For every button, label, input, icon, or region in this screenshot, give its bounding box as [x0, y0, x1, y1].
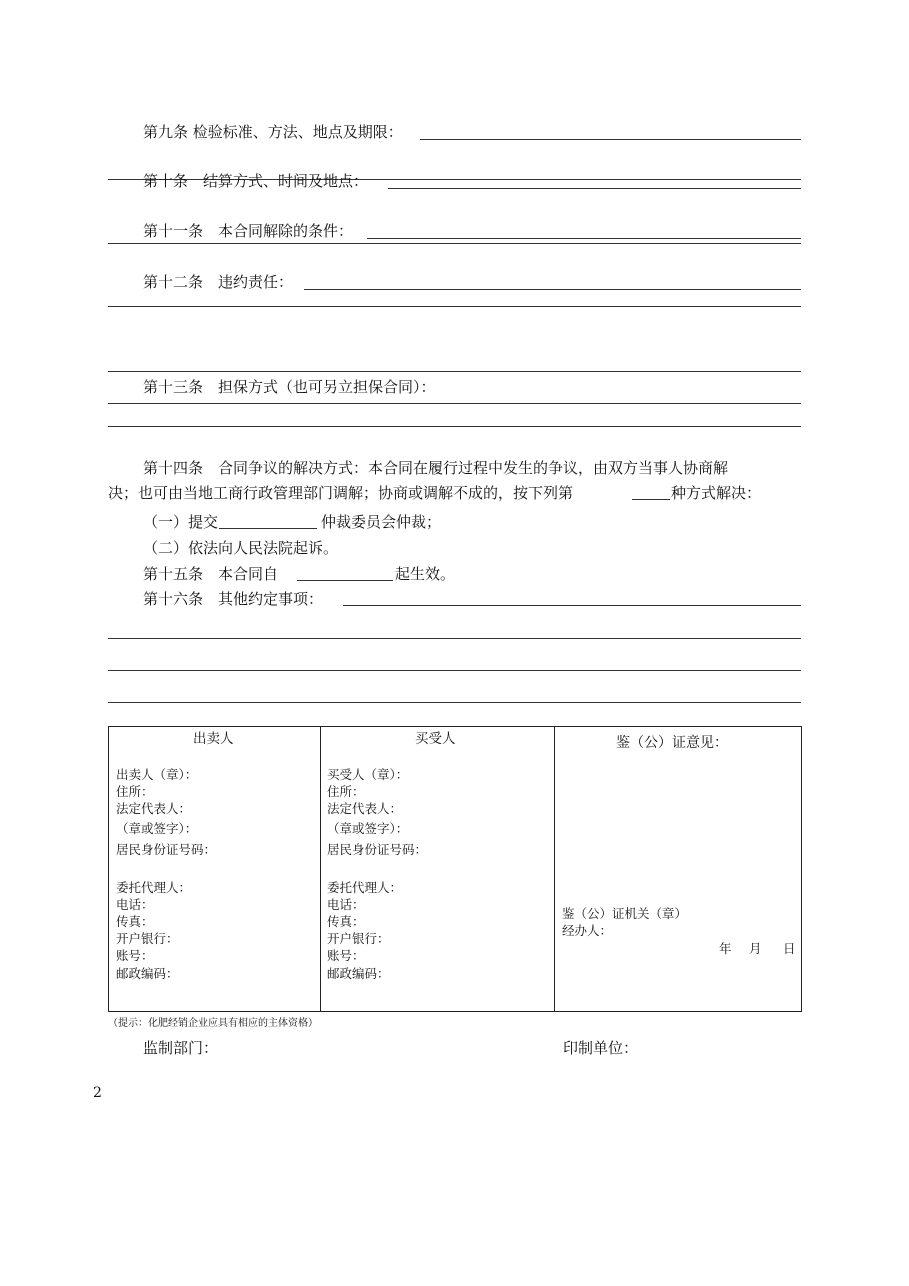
option-1-a: （一）提交	[143, 513, 219, 531]
seller-field: 账号：	[116, 948, 154, 963]
article-16-line-3	[108, 670, 801, 671]
buyer-field: 法定代表人：	[327, 801, 403, 816]
date-month: 月	[749, 941, 762, 956]
option-2: （二）依法向人民法院起诉。	[143, 539, 339, 557]
buyer-field: 居民身份证号码：	[327, 842, 428, 857]
buyer-header: 买受人	[415, 731, 456, 747]
article-15-b: 起生效。	[395, 565, 456, 583]
option-1-b: 仲裁委员会仲裁；	[321, 513, 442, 531]
supervisor-label: 监制部门：	[143, 1039, 219, 1057]
page-number: 2	[93, 1085, 102, 1101]
article-10-label: 第十条 结算方式、时间及地点：	[143, 172, 369, 190]
article-12-line-2	[108, 306, 801, 307]
seller-field: 委托代理人：	[116, 880, 192, 895]
table-divider-1	[320, 727, 321, 1011]
article-13-line-1	[108, 403, 801, 404]
article-16-line-2	[108, 638, 801, 639]
article-13-label: 第十三条 担保方式（也可另立担保合同）：	[143, 378, 436, 396]
handler-label: 经办人：	[562, 923, 613, 938]
article-12-fill-line	[304, 289, 801, 290]
article-16-label: 第十六条 其他约定事项：	[143, 590, 324, 608]
article-14-blank	[632, 499, 670, 500]
printer-label: 印制单位：	[563, 1039, 639, 1057]
seller-field: 出卖人（章）：	[116, 767, 198, 782]
buyer-field: 住所：	[327, 784, 365, 799]
table-divider-2	[554, 727, 555, 1011]
seller-field: 电话：	[116, 897, 154, 912]
article-15-a: 第十五条 本合同自	[143, 565, 279, 583]
article-11-fill-line	[367, 238, 801, 239]
hint-text: （提示：化肥经销企业应具有相应的主体资格）	[108, 1018, 318, 1029]
date-day: 日	[783, 941, 796, 956]
article-14-line-1: 第十四条 合同争议的解决方式：本合同在履行过程中发生的争议，由双方当事人协商解	[143, 459, 729, 477]
buyer-field: 电话：	[327, 897, 365, 912]
article-12-label: 第十二条 违约责任：	[143, 273, 294, 291]
buyer-field: 委托代理人：	[327, 880, 403, 895]
date-year: 年	[719, 941, 732, 956]
article-11-label: 第十一条 本合同解除的条件：	[143, 222, 354, 240]
buyer-field: 开户银行：	[327, 931, 390, 946]
seller-header: 出卖人	[193, 731, 234, 747]
seller-field: 开户银行：	[116, 931, 179, 946]
buyer-field: 邮政编码：	[327, 966, 390, 981]
seller-field: 传真：	[116, 914, 154, 929]
article-12-line-3	[108, 371, 801, 372]
article-15-blank	[297, 580, 393, 581]
article-14-line-2a: 决；也可由当地工商行政管理部门调解；协商或调解不成的，按下列第	[108, 484, 574, 502]
article-14-line-2b: 种方式解决：	[671, 484, 762, 502]
article-16-line-4	[108, 702, 801, 703]
signature-table	[108, 726, 802, 1012]
seller-field: （章或签字）：	[116, 821, 198, 836]
article-10-fill-line	[388, 188, 801, 189]
article-9-fill-line	[420, 139, 801, 140]
buyer-field: 账号：	[327, 948, 365, 963]
article-16-fill-line	[343, 605, 801, 606]
option-1-blank	[219, 528, 317, 529]
seller-field: 居民身份证号码：	[116, 842, 217, 857]
seller-field: 住所：	[116, 784, 154, 799]
buyer-field: 传真：	[327, 914, 365, 929]
buyer-field: （章或签字）：	[327, 821, 409, 836]
seller-field: 邮政编码：	[116, 966, 179, 981]
buyer-field: 买受人（章）：	[327, 767, 409, 782]
seller-field: 法定代表人：	[116, 801, 192, 816]
article-9-label: 第九条 检验标准、方法、地点及期限：	[143, 123, 403, 141]
notary-office: 鉴（公）证机关（章）	[562, 906, 688, 921]
article-11-extra-line	[108, 243, 801, 244]
notary-header: 鉴（公）证意见：	[616, 735, 728, 751]
article-13-line-2	[108, 426, 801, 427]
